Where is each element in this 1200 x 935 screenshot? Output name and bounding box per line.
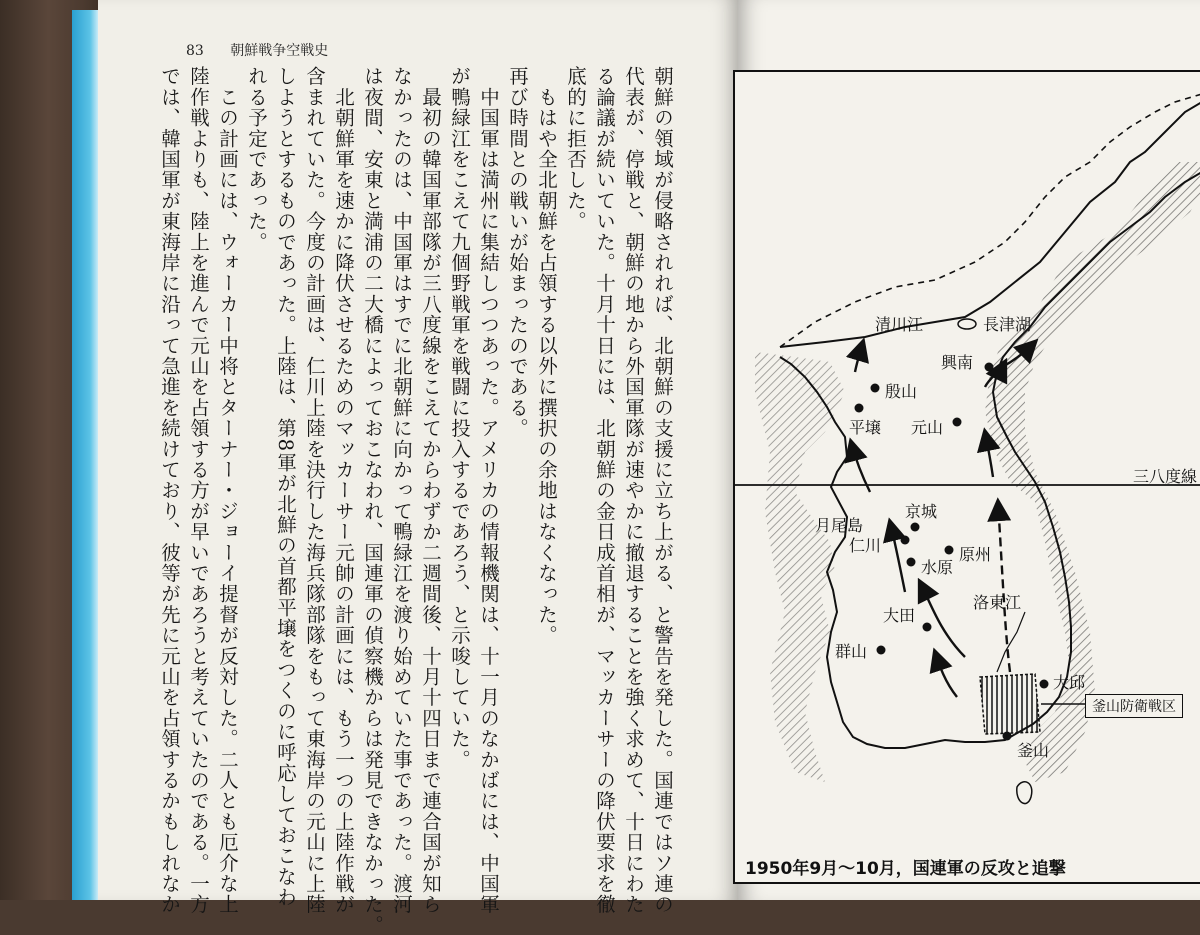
text-column: 含まれていた。今度の計画は、仁川上陸を決行した海兵隊部隊をもって東海岸の元山に上陸 xyxy=(303,66,326,915)
label-changjin: 長津湖 xyxy=(983,315,1032,334)
city-dot xyxy=(901,536,910,545)
text-column: は夜間、安東と満浦の二大橋によっておこなわれ、国連軍の偵察機からは発見できなかった。 xyxy=(361,66,384,935)
text-column: 最初の韓国軍部隊が三八度線をこえてからわずか二週間後、十月十四日まで連合国が知ら xyxy=(419,66,442,915)
city-dot xyxy=(953,418,962,427)
city-dot xyxy=(907,558,916,567)
island xyxy=(1017,782,1032,804)
city-dot xyxy=(877,646,886,655)
changjin-lake xyxy=(958,319,976,329)
label-daegu: 大邱 xyxy=(1053,673,1086,692)
label-incheon: 仁川 xyxy=(849,536,882,555)
text-column: 北朝鮮軍を速かに降伏させるためのマッカーサー元帥の計画には、もう一つの上陸作戦が xyxy=(332,66,355,915)
advance-arrow xyxy=(890,522,905,592)
text-column: 陸作戦よりも、陸上を進んで元山を占領する方が早いであろうと考えていたのである。一方 xyxy=(187,66,210,915)
label-chongchon: 清川江 xyxy=(875,315,924,334)
text-column: しようとするものであった。上陸は、第8軍が北鮮の首都平壌をつくのに呼応しておこなわ xyxy=(274,66,297,908)
label-wolmido: 月尾島 xyxy=(815,516,864,535)
advance-arrow xyxy=(935,652,957,697)
text-column: る論議が続いていた。十月十日には、北朝鮮の金日成首相が、マッカーサーの降伏要求を徹 xyxy=(593,66,616,915)
text-column: なかったのは、中国軍はすでに北朝鮮に向かって鴨緑江を渡り始めていた事であった。渡河 xyxy=(390,66,413,915)
label-busan: 釜山 xyxy=(1017,741,1050,760)
city-dot xyxy=(855,404,864,413)
korea-map xyxy=(735,72,1200,882)
label-perimeter: 釜山防衛戦区 xyxy=(1085,694,1183,718)
label-daejeon: 大田 xyxy=(883,606,916,625)
city-dot xyxy=(945,546,954,555)
city-dot xyxy=(871,384,880,393)
text-column: 代表が、停戦と、朝鮮の地から外国軍隊が速やかに撤退することを強く求めて、十日にわた xyxy=(622,66,645,915)
label-wonju: 原州 xyxy=(959,545,992,564)
text-column: では、韓国軍が東海岸に沿って急進を続けており、彼等が先に元山を占領するかもしれなか xyxy=(158,66,181,915)
label-seoul: 京城 xyxy=(905,502,938,521)
label-parallel: 三八度線 xyxy=(1133,467,1198,486)
city-dot xyxy=(911,523,920,532)
label-pyongyang: 平壌 xyxy=(849,418,882,437)
text-column: 中国軍は満州に集結しつつあった。アメリカの情報機関は、十一月のなかばには、中国軍 xyxy=(477,66,500,915)
figure-caption: 1950年9月〜10月，国連軍の反攻と追撃 xyxy=(745,859,1066,879)
label-anju: 殷山 xyxy=(885,382,918,401)
advance-arrow xyxy=(855,342,863,372)
text-column: この計画には、ウォーカー中将とターナー・ジョーイ提督が反対した。二人とも厄介な上 xyxy=(216,66,239,915)
text-column: もはや全北朝鮮を占領する以外に撰択の余地はなくなった。 xyxy=(535,66,558,646)
naktong-river xyxy=(997,612,1025,672)
label-suwon: 水原 xyxy=(921,558,954,577)
book-title: 朝鮮戦争空戦史 xyxy=(230,43,329,59)
running-header xyxy=(186,40,328,60)
city-dot xyxy=(985,363,994,372)
korea-map-figure xyxy=(733,70,1200,884)
text-column: 朝鮮の領域が侵略されれば、北朝鮮の支援に立ち上がる、と警告を発した。国連ではソ連の xyxy=(651,66,674,915)
city-dot xyxy=(923,623,932,632)
advance-arrow xyxy=(920,582,965,657)
page-number: 83 xyxy=(186,43,204,59)
label-naktong: 洛東江 xyxy=(973,593,1022,612)
text-column: れる予定であった。 xyxy=(245,66,268,253)
label-hungnam: 興南 xyxy=(941,353,974,372)
text-column: が鴨緑江をこえて九個野戦軍を戦闘に投入するであろう、と示唆していた。 xyxy=(448,66,471,770)
city-dot xyxy=(1003,732,1012,741)
label-gunsan: 群山 xyxy=(835,642,868,661)
text-column: 再び時間との戦いが始まったのである。 xyxy=(506,66,529,439)
label-wonsan: 元山 xyxy=(911,418,944,437)
city-dot xyxy=(1040,680,1049,689)
busan-perimeter xyxy=(980,674,1040,734)
text-column: 底的に拒否した。 xyxy=(564,66,587,232)
